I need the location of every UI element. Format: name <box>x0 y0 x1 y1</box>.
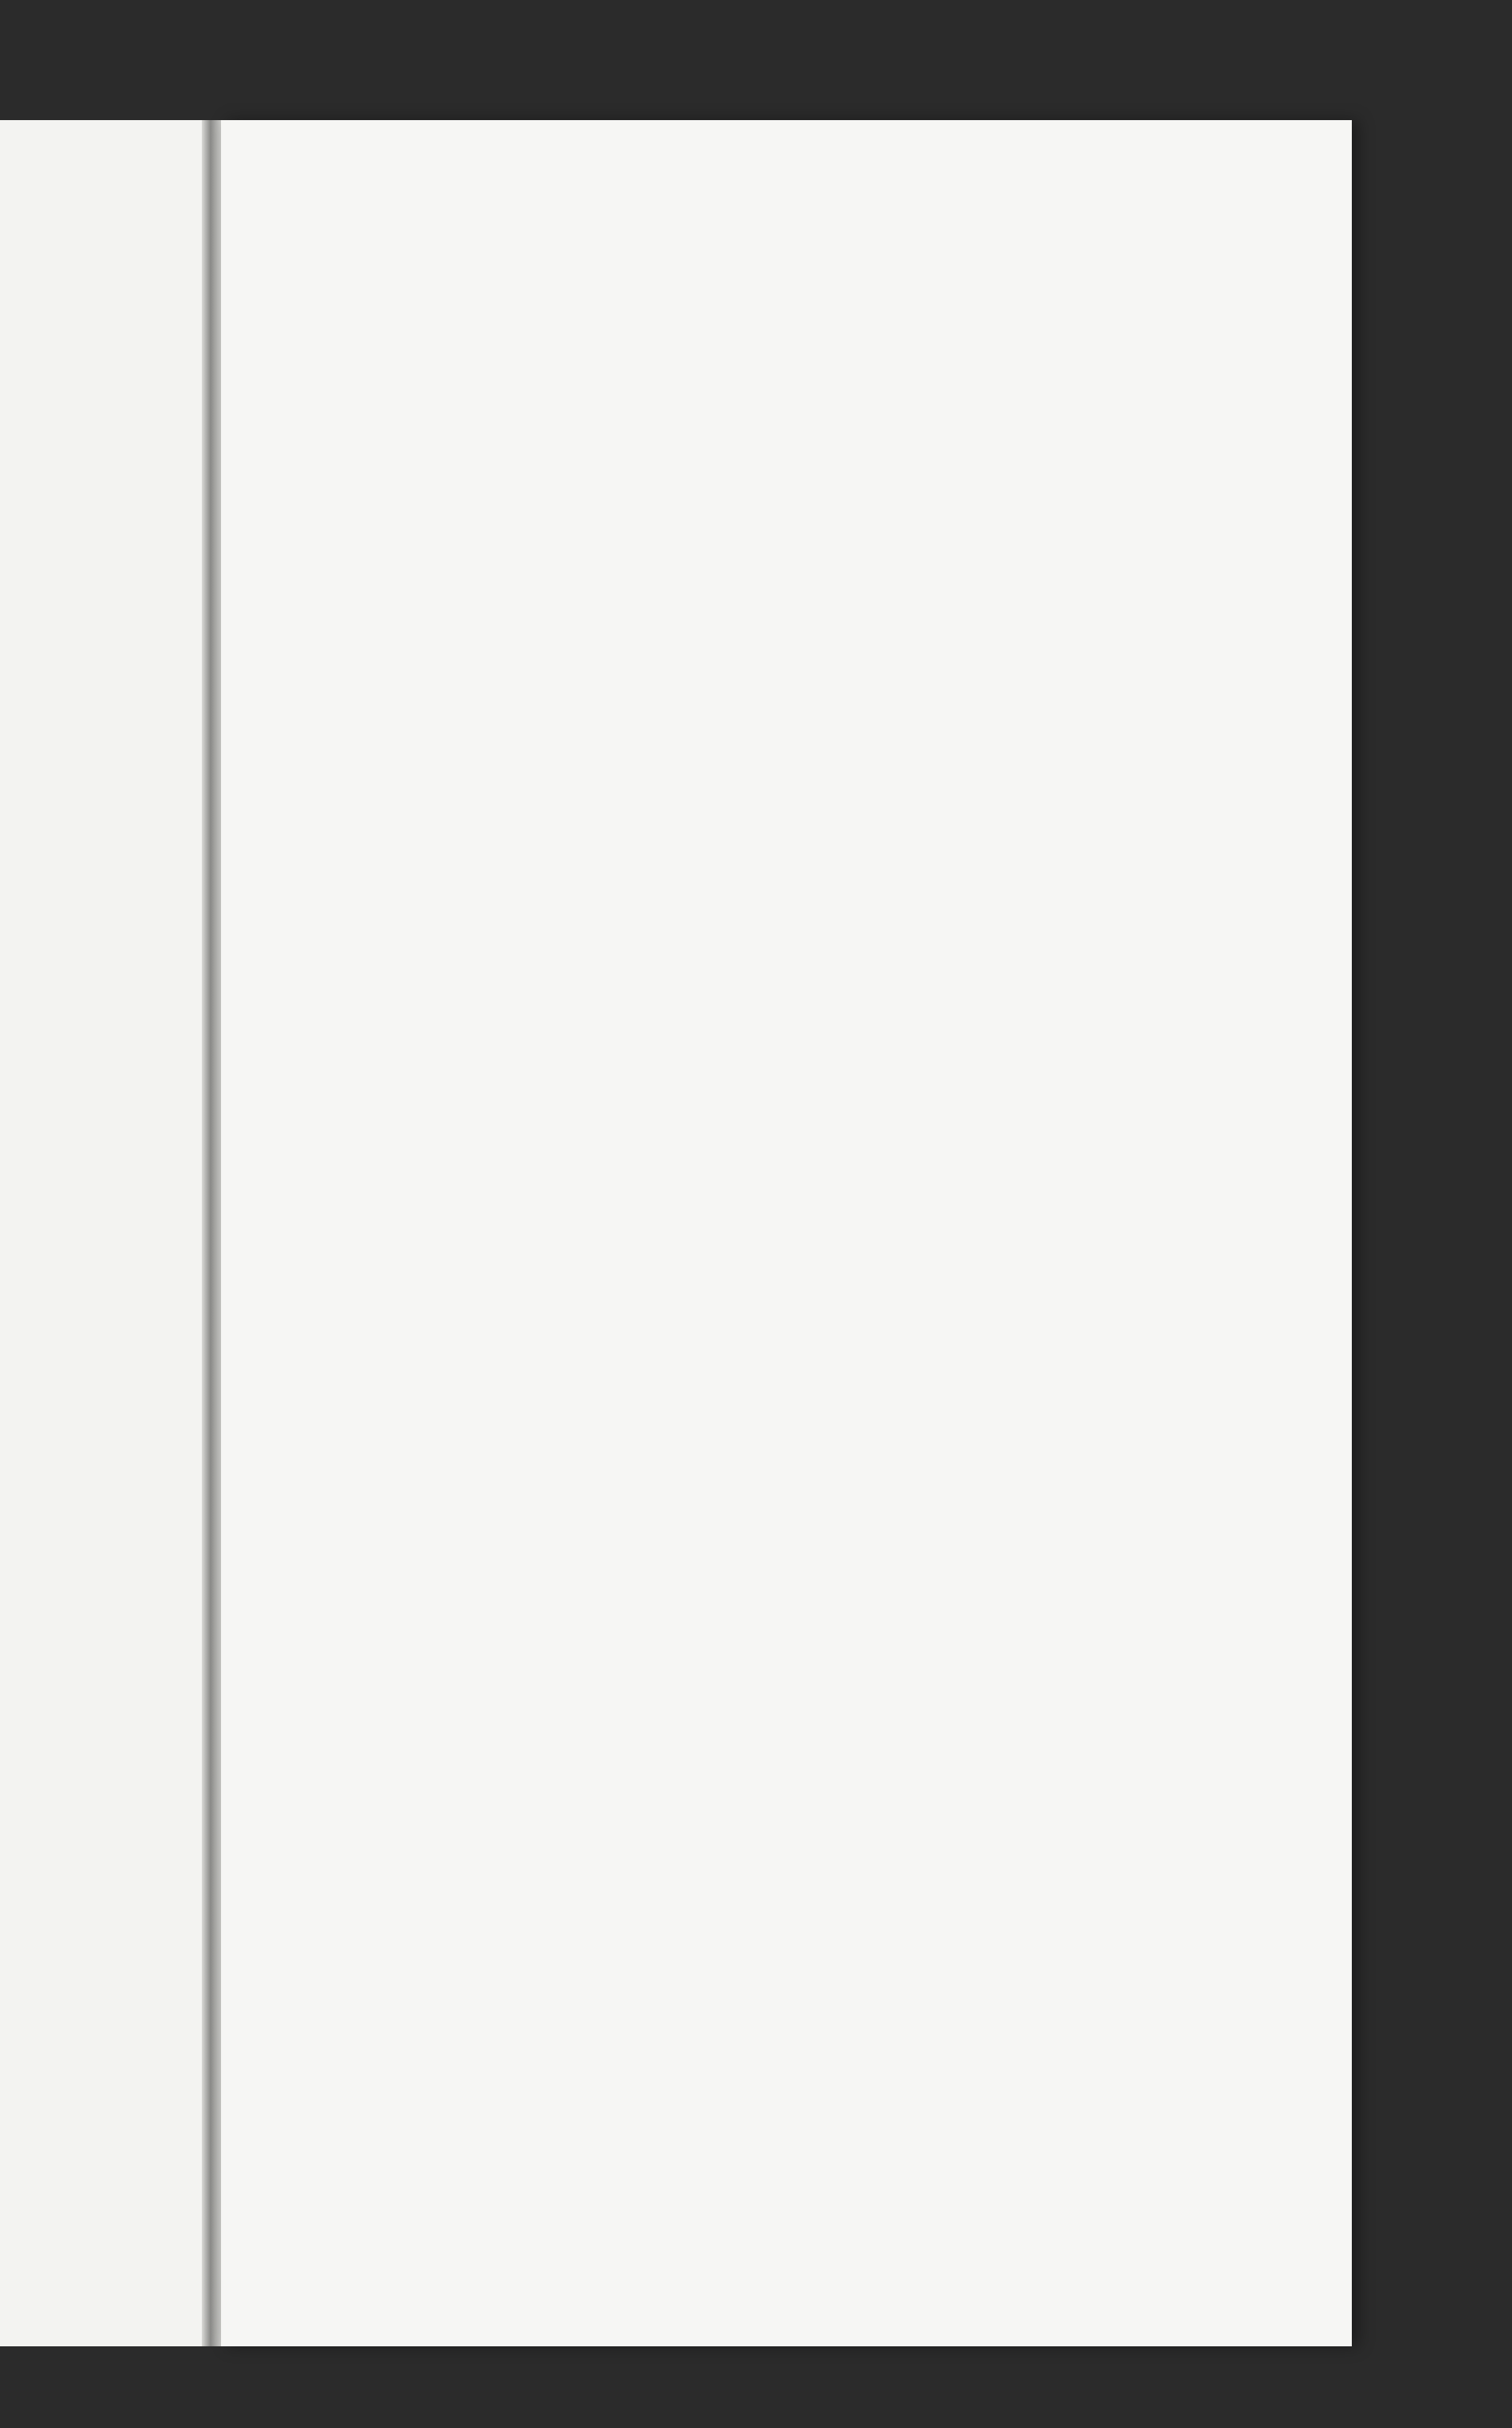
book-gutter <box>202 120 221 2346</box>
left-page-fragment <box>0 120 202 2346</box>
memorandum-page <box>221 120 1352 2346</box>
